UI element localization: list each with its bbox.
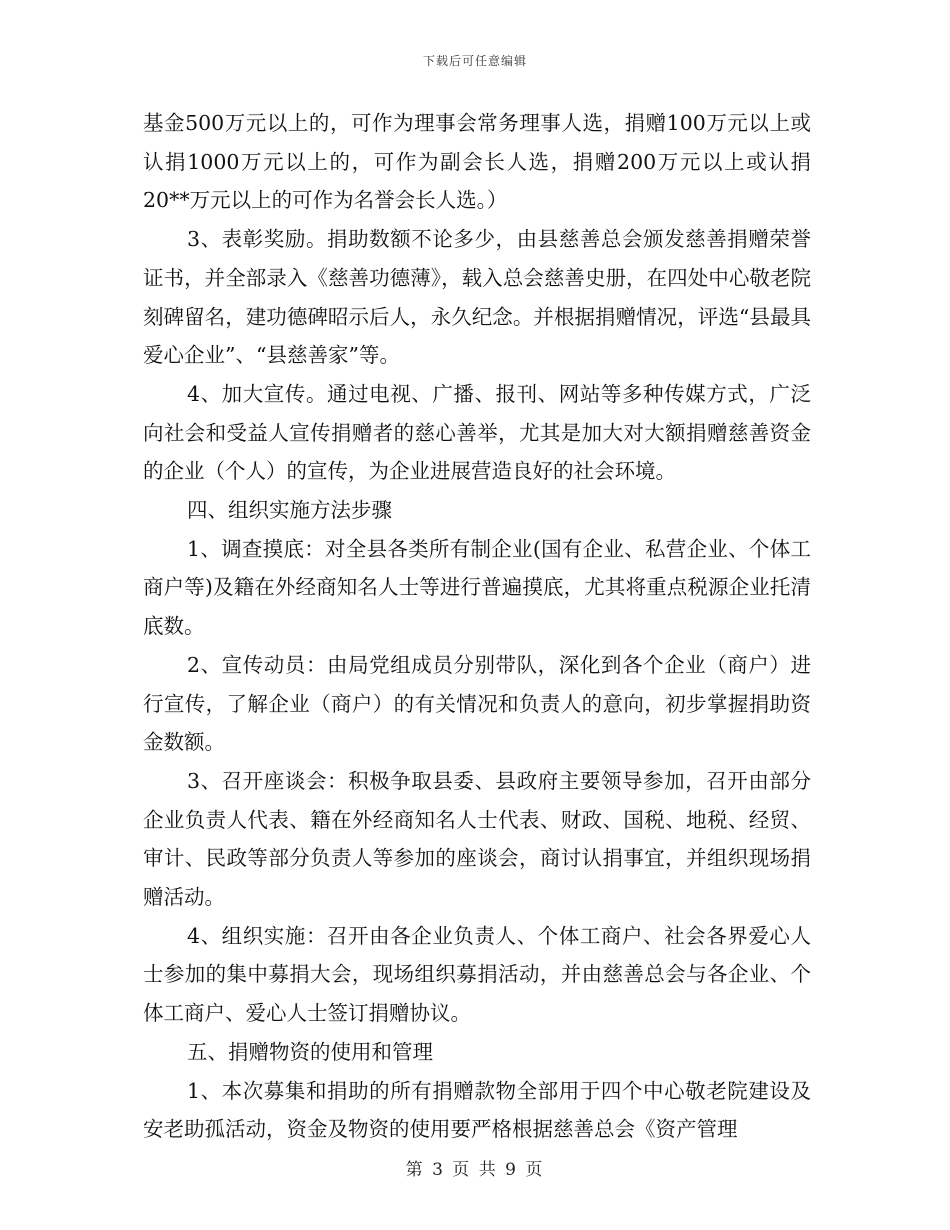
paragraph-7: 3、召开座谈会：积极争取县委、县政府主要领导参加，召开由部分企业负责人代表、籍在外经商知名人士代表、财政、国税、地税、经贸、审计、民政等部分负责人等参加的座谈会，商讨认捐事宜，并组织现场捐赠活动。	[143, 768, 811, 910]
paragraph-6: 2、宣传动员：由局党组成员分别带队，深化到各个企业（商户）进行宣传，了解企业（商户）的有关情况和负责人的意向，初步掌握捐助资金数额。	[143, 652, 811, 755]
paragraph-3: 4、加大宣传。通过电视、广播、报刊、网站等多种传媒方式，广泛向社会和受益人宣传捐赠者的慈心善举，尤其是加大对大额捐赠慈善资金的企业（个人）的宣传，为企业进展营造良好的社会环境。	[143, 381, 811, 484]
page-header: 下载后可任意编辑	[422, 54, 527, 68]
section-heading-4: 四、组织实施方法步骤	[187, 498, 392, 523]
page-footer: 第 3 页 共 9 页	[405, 1160, 545, 1180]
section-heading-5: 五、捐赠物资的使用和管理	[187, 1039, 433, 1064]
paragraph-8: 4、组织实施：召开由各企业负责人、个体工商户、社会各界爱心人士参加的集中募捐大会，现场组织募捐活动，并由慈善总会与各企业、个体工商户、爱心人士签订捐赠协议。	[143, 923, 811, 1026]
paragraph-1: 基金500万元以上的，可作为理事会常务理事人选，捐赠100万元以上或认捐1000万元以上的，可作为副会长人选，捐赠200万元以上或认捐20**万元以上的可作为名誉会长人选。）	[143, 111, 811, 213]
paragraph-2: 3、表彰奖励。捐助数额不论多少，由县慈善总会颁发慈善捐赠荣誉证书，并全部录入《慈善功德薄》，载入总会慈善史册，在四处中心敬老院刻碑留名，建功德碑昭示后人，永久纪念。并根据捐赠情况，评选“县最具爱心企业”、“县慈善家”等。	[143, 227, 811, 368]
document-body	[143, 104, 811, 1149]
paragraph-5: 1、调查摸底：对全县各类所有制企业(国有企业、私营企业、个体工商户等)及籍在外经商知名人士等进行普遍摸底，尤其将重点税源企业托清底数。	[143, 536, 811, 639]
paragraph-10: 1、本次募集和捐助的所有捐赠款物全部用于四个中心敬老院建设及安老助孤活动，资金及物资的使用要严格根据慈善总会《资产管理	[143, 1078, 811, 1142]
